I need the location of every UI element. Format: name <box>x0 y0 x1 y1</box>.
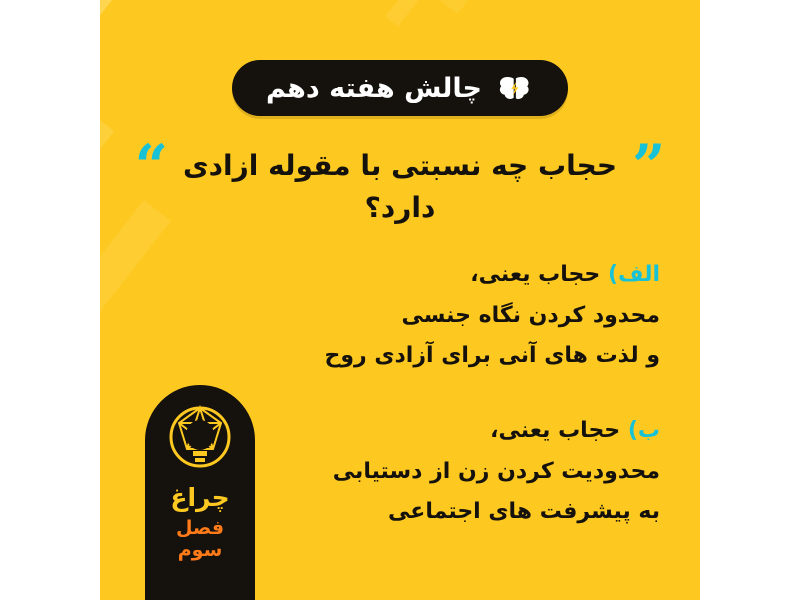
answer-a-text-1: حجاب یعنی، <box>470 262 601 287</box>
brand-season-line-1: فصل <box>175 517 225 539</box>
brain-lightning-icon <box>494 68 534 108</box>
quote-close-icon: “ <box>134 132 168 200</box>
brand-name: چراغ <box>170 483 230 512</box>
answer-a-option-label: الف) <box>607 262 660 287</box>
answer-a-line-3: و لذت های آنی برای آزادی روح <box>324 343 660 369</box>
brand-logo-badge <box>145 385 255 600</box>
streak-8 <box>435 0 642 14</box>
answer-a-line-1 <box>200 255 660 296</box>
answers-list <box>200 255 660 567</box>
poster-canvas <box>100 0 700 600</box>
answer-b-line-2: محدودیت کردن زن از دستیابی <box>332 458 660 484</box>
question-block <box>100 132 700 229</box>
answer-b-option-label: ب) <box>627 418 660 444</box>
answer-b-line-1 <box>200 411 660 452</box>
answer-a-line-2: محدود کردن نگاه جنسی <box>401 302 660 328</box>
answer-b-line-3: به پیشرفت های اجتماعی <box>388 499 660 525</box>
brand-season-line-2: سوم <box>177 538 223 561</box>
streak-3 <box>100 0 248 165</box>
streak-7 <box>385 0 582 26</box>
brand-season <box>176 518 224 562</box>
challenge-title-text: چالش هفته دهم <box>266 72 482 104</box>
lamp-badge-icon <box>159 401 241 483</box>
answer-option-a <box>200 255 660 377</box>
answer-b-text-1: حجاب یعنی، <box>490 418 621 444</box>
question-text: حجاب چه نسبتی با مقوله ازادی دارد؟ <box>182 149 617 224</box>
quote-open-icon: ” <box>632 132 666 200</box>
challenge-title-pill <box>232 60 568 116</box>
answer-option-b <box>200 411 660 533</box>
